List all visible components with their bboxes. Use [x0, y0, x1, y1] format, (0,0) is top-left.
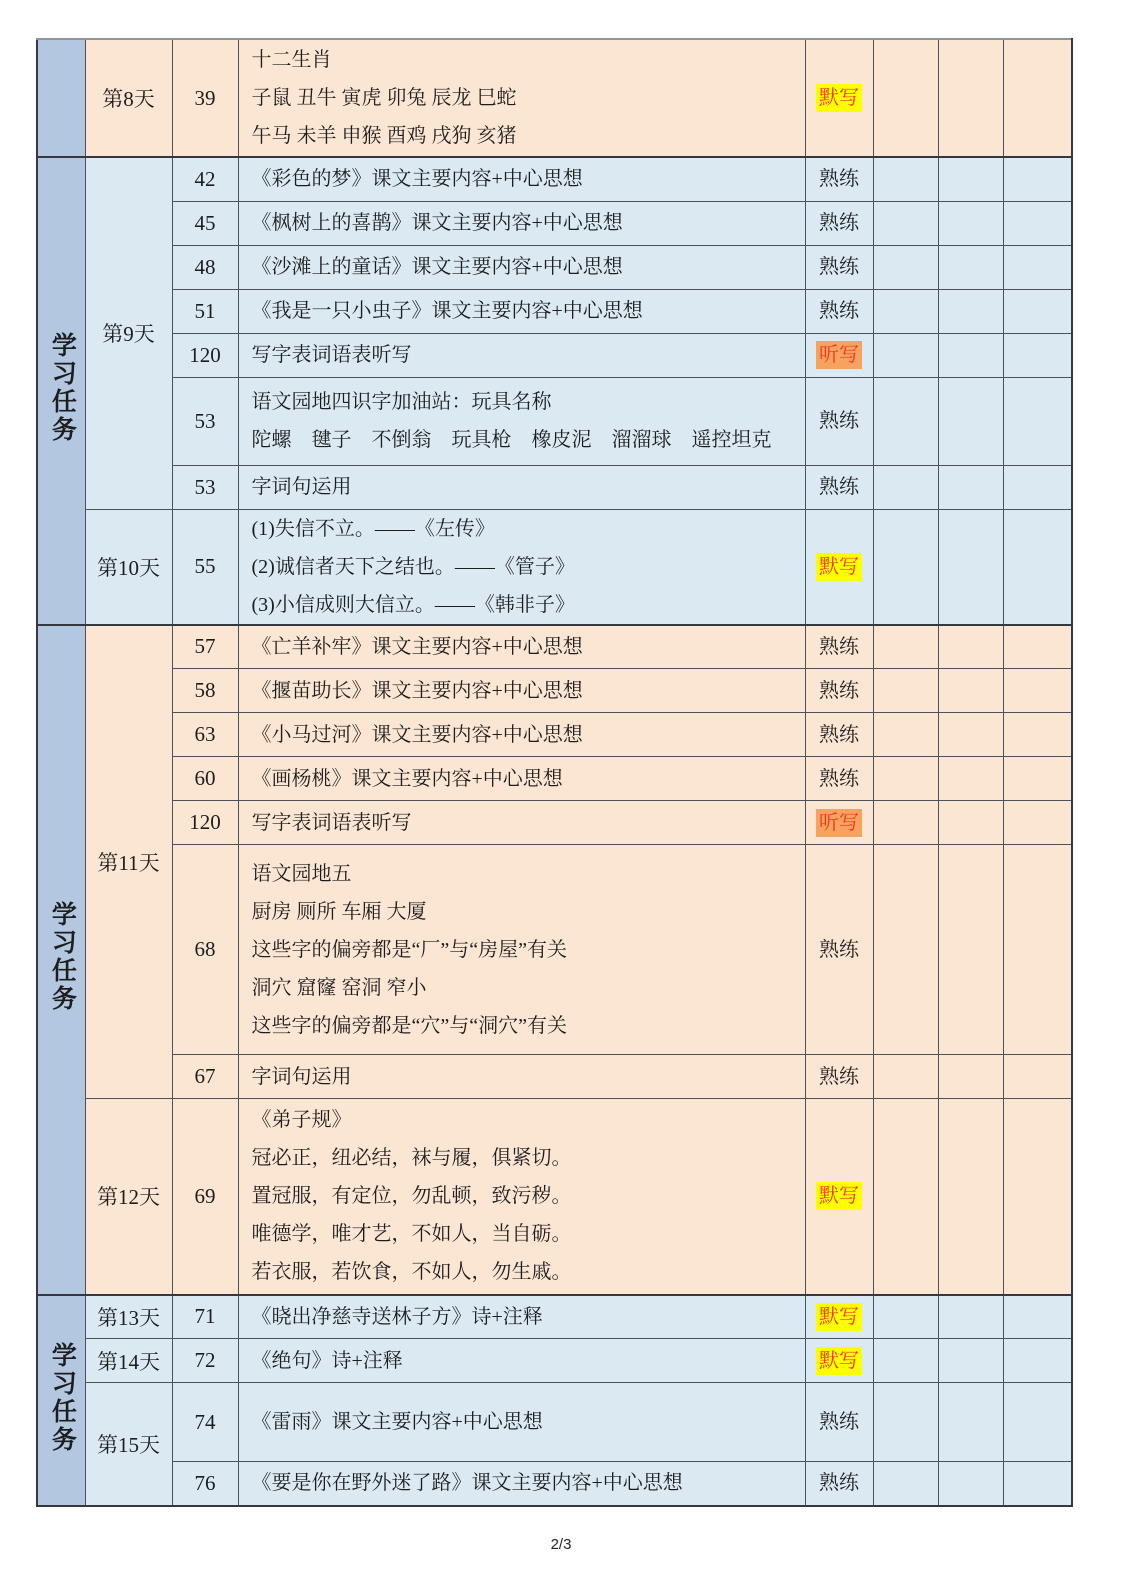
- day-cell: 第10天: [85, 509, 172, 625]
- task-content-cell: [238, 669, 805, 713]
- status-badge: 熟练: [819, 767, 859, 790]
- status-badge: 熟练: [819, 635, 859, 658]
- status-cell: [805, 509, 873, 625]
- status-cell: [805, 465, 873, 509]
- page-number-cell: 57: [172, 625, 238, 669]
- check-cell: [1003, 289, 1072, 333]
- status-badge: 熟练: [819, 300, 859, 322]
- task-line: 《彩色的梦》课文主要内容+中心思想: [251, 168, 583, 191]
- status-cell: [805, 1055, 873, 1099]
- check-cell: [873, 801, 938, 845]
- check-cell: [938, 1099, 1003, 1295]
- check-cell: [873, 1462, 938, 1506]
- task-content-cell: [238, 157, 805, 201]
- check-cell: [1003, 1099, 1072, 1295]
- status-cell: [805, 669, 873, 713]
- task-line: 《亡羊补牢》课文主要内容+中心思想: [251, 635, 583, 658]
- task-line: 《揠苗助长》课文主要内容+中心思想: [251, 679, 583, 702]
- check-cell: [1003, 377, 1072, 465]
- status-badge: 熟练: [819, 679, 859, 702]
- task-line: (2)诚信者天下之结也。——《管子》: [251, 555, 575, 578]
- task-line: (1)失信不立。——《左传》: [251, 517, 495, 540]
- task-content-cell: [238, 845, 805, 1055]
- task-line: 《要是你在野外迷了路》课文主要内容+中心思想: [251, 1472, 683, 1495]
- check-cell: [1003, 801, 1072, 845]
- check-cell: [873, 757, 938, 801]
- task-line: 冠必正，纽必结，袜与履，俱紧切。: [251, 1147, 572, 1170]
- page-number-cell: 120: [172, 333, 238, 377]
- check-cell: [873, 509, 938, 625]
- status-badge: 默写: [816, 1182, 862, 1210]
- study-plan-page: [36, 38, 1073, 1507]
- page-number-cell: 67: [172, 1055, 238, 1099]
- section-label-cell: [37, 39, 85, 157]
- check-cell: [938, 157, 1003, 201]
- task-line: 厨房 厕所 车厢 大厦: [251, 900, 427, 923]
- status-cell: [805, 713, 873, 757]
- check-cell: [1003, 333, 1072, 377]
- check-cell: [1003, 1055, 1072, 1099]
- vertical-section-label: 学习任务: [48, 1341, 76, 1454]
- task-content-cell: [238, 1055, 805, 1099]
- task-line: (3)小信成则大信立。——《韩非子》: [251, 593, 575, 616]
- day-cell: 第15天: [85, 1383, 172, 1506]
- page-number-cell: 39: [172, 39, 238, 157]
- check-cell: [938, 625, 1003, 669]
- check-cell: [1003, 1462, 1072, 1506]
- section-label-cell: [37, 625, 85, 1295]
- vertical-section-label: 学习任务: [48, 901, 76, 1013]
- check-cell: [873, 713, 938, 757]
- status-badge: 熟练: [819, 476, 859, 498]
- task-line: 洞穴 窟窿 窑洞 窄小: [251, 976, 427, 999]
- check-cell: [938, 801, 1003, 845]
- task-line: 字词句运用: [251, 1065, 352, 1088]
- task-line: 若衣服，若饮食，不如人，勿生戚。: [251, 1261, 572, 1284]
- check-cell: [938, 1383, 1003, 1462]
- check-cell: [873, 465, 938, 509]
- check-cell: [938, 1339, 1003, 1383]
- check-cell: [938, 669, 1003, 713]
- day-cell: 第12天: [85, 1099, 172, 1295]
- check-cell: [1003, 157, 1072, 201]
- check-cell: [1003, 1383, 1072, 1462]
- task-line: 《我是一只小虫子》课文主要内容+中心思想: [251, 300, 643, 322]
- study-plan-table: [36, 38, 1073, 1507]
- status-cell: [805, 845, 873, 1055]
- check-cell: [1003, 845, 1072, 1055]
- task-content-cell: [238, 1383, 805, 1462]
- check-cell: [873, 39, 938, 157]
- status-badge: 熟练: [819, 212, 859, 234]
- task-line: 《枫树上的喜鹊》课文主要内容+中心思想: [251, 212, 623, 234]
- task-line: 语文园地四识字加油站：玩具名称: [251, 391, 552, 413]
- status-cell: [805, 1339, 873, 1383]
- status-badge: 熟练: [819, 168, 859, 191]
- status-badge: 熟练: [819, 723, 859, 746]
- page-number-cell: 58: [172, 669, 238, 713]
- check-cell: [1003, 39, 1072, 157]
- check-cell: [938, 333, 1003, 377]
- page-number-cell: 48: [172, 245, 238, 289]
- task-content-cell: [238, 1339, 805, 1383]
- task-line: 《晓出净慈寺送林子方》诗+注释: [251, 1305, 543, 1328]
- task-line: 写字表词语表听写: [251, 811, 412, 834]
- task-line: 《小马过河》课文主要内容+中心思想: [251, 723, 583, 746]
- check-cell: [938, 757, 1003, 801]
- task-content-cell: [238, 201, 805, 245]
- check-cell: [873, 1055, 938, 1099]
- page-number-cell: 72: [172, 1339, 238, 1383]
- task-content-cell: [238, 39, 805, 157]
- task-content-cell: [238, 1295, 805, 1339]
- status-badge: 听写: [816, 341, 862, 369]
- check-cell: [1003, 757, 1072, 801]
- task-content-cell: [238, 377, 805, 465]
- check-cell: [938, 1295, 1003, 1339]
- status-badge: 熟练: [819, 938, 859, 961]
- status-badge: 听写: [816, 809, 862, 837]
- task-content-cell: [238, 509, 805, 625]
- status-cell: [805, 201, 873, 245]
- status-badge: 熟练: [819, 410, 859, 432]
- check-cell: [938, 201, 1003, 245]
- check-cell: [938, 1055, 1003, 1099]
- task-content-cell: [238, 1099, 805, 1295]
- check-cell: [938, 1462, 1003, 1506]
- task-content-cell: [238, 713, 805, 757]
- check-cell: [873, 1383, 938, 1462]
- page-number-cell: 71: [172, 1295, 238, 1339]
- check-cell: [1003, 1295, 1072, 1339]
- status-badge: 熟练: [819, 1411, 859, 1433]
- task-line: 十二生肖: [251, 49, 332, 71]
- task-content-cell: [238, 465, 805, 509]
- task-line: 语文园地五: [251, 862, 352, 885]
- status-badge: 默写: [816, 1303, 862, 1331]
- check-cell: [1003, 1339, 1072, 1383]
- status-cell: [805, 377, 873, 465]
- check-cell: [873, 669, 938, 713]
- page-number-cell: 74: [172, 1383, 238, 1462]
- task-line: 《雷雨》课文主要内容+中心思想: [251, 1411, 543, 1433]
- page-number-cell: 45: [172, 201, 238, 245]
- task-line: 这些字的偏旁都是“穴”与“洞穴”有关: [251, 1014, 568, 1037]
- check-cell: [873, 333, 938, 377]
- check-cell: [873, 625, 938, 669]
- check-cell: [873, 201, 938, 245]
- check-cell: [1003, 245, 1072, 289]
- page-number-cell: 60: [172, 757, 238, 801]
- task-content-cell: [238, 625, 805, 669]
- check-cell: [938, 377, 1003, 465]
- task-line: 陀螺 毽子 不倒翁 玩具枪 橡皮泥 溜溜球 遥控坦克: [251, 429, 772, 451]
- page-number-cell: 69: [172, 1099, 238, 1295]
- vertical-section-label: 学习任务: [48, 332, 76, 445]
- page-number-cell: 63: [172, 713, 238, 757]
- task-content-cell: [238, 1462, 805, 1506]
- page-number-cell: 76: [172, 1462, 238, 1506]
- task-content-cell: [238, 333, 805, 377]
- check-cell: [938, 289, 1003, 333]
- task-line: 《画杨桃》课文主要内容+中心思想: [251, 767, 563, 790]
- status-cell: [805, 245, 873, 289]
- check-cell: [1003, 509, 1072, 625]
- status-badge: 熟练: [819, 1472, 859, 1495]
- task-content-cell: [238, 801, 805, 845]
- page-number-cell: 53: [172, 465, 238, 509]
- check-cell: [873, 157, 938, 201]
- check-cell: [938, 509, 1003, 625]
- status-cell: [805, 801, 873, 845]
- check-cell: [1003, 201, 1072, 245]
- day-cell: 第14天: [85, 1339, 172, 1383]
- status-badge: 熟练: [819, 256, 859, 278]
- task-line: 唯德学，唯才艺，不如人，当自砺。: [251, 1223, 572, 1246]
- check-cell: [938, 465, 1003, 509]
- task-line: 这些字的偏旁都是“厂”与“房屋”有关: [251, 938, 568, 961]
- page-number-cell: 53: [172, 377, 238, 465]
- page-number-cell: 42: [172, 157, 238, 201]
- check-cell: [873, 245, 938, 289]
- task-line: 午马 未羊 申猴 酉鸡 戌狗 亥猪: [251, 125, 517, 147]
- status-badge: 默写: [816, 1347, 862, 1375]
- day-cell: 第13天: [85, 1295, 172, 1339]
- status-badge: 默写: [816, 84, 862, 112]
- check-cell: [1003, 465, 1072, 509]
- task-line: 置冠服，有定位，勿乱顿，致污秽。: [251, 1185, 572, 1208]
- status-badge: 熟练: [819, 1065, 859, 1088]
- task-content-cell: [238, 757, 805, 801]
- status-cell: [805, 1462, 873, 1506]
- task-line: 写字表词语表听写: [251, 344, 412, 366]
- check-cell: [873, 1339, 938, 1383]
- status-cell: [805, 157, 873, 201]
- page-indicator: 2/3: [550, 1536, 572, 1553]
- status-cell: [805, 1295, 873, 1339]
- check-cell: [938, 245, 1003, 289]
- day-cell: 第11天: [85, 625, 172, 1099]
- section-label-cell: [37, 157, 85, 625]
- task-line: 字词句运用: [251, 476, 352, 498]
- status-cell: [805, 1099, 873, 1295]
- check-cell: [938, 39, 1003, 157]
- section-label-cell: [37, 1295, 85, 1506]
- page-number-cell: 68: [172, 845, 238, 1055]
- check-cell: [1003, 669, 1072, 713]
- task-content-cell: [238, 245, 805, 289]
- status-cell: [805, 757, 873, 801]
- task-line: 《绝句》诗+注释: [251, 1349, 403, 1372]
- check-cell: [873, 377, 938, 465]
- status-cell: [805, 289, 873, 333]
- check-cell: [1003, 713, 1072, 757]
- day-cell: 第9天: [85, 157, 172, 509]
- check-cell: [938, 845, 1003, 1055]
- page-number-cell: 120: [172, 801, 238, 845]
- day-cell: 第8天: [85, 39, 172, 157]
- task-line: 《沙滩上的童话》课文主要内容+中心思想: [251, 256, 623, 278]
- check-cell: [873, 1099, 938, 1295]
- status-cell: [805, 1383, 873, 1462]
- page-number-cell: 51: [172, 289, 238, 333]
- check-cell: [873, 289, 938, 333]
- status-cell: [805, 333, 873, 377]
- status-cell: [805, 625, 873, 669]
- status-cell: [805, 39, 873, 157]
- task-content-cell: [238, 289, 805, 333]
- task-line: 《弟子规》: [251, 1109, 352, 1132]
- check-cell: [938, 713, 1003, 757]
- status-badge: 默写: [816, 553, 862, 581]
- check-cell: [873, 845, 938, 1055]
- check-cell: [1003, 625, 1072, 669]
- task-line: 子鼠 丑牛 寅虎 卯兔 辰龙 巳蛇: [251, 87, 517, 109]
- check-cell: [873, 1295, 938, 1339]
- page-number-cell: 55: [172, 509, 238, 625]
